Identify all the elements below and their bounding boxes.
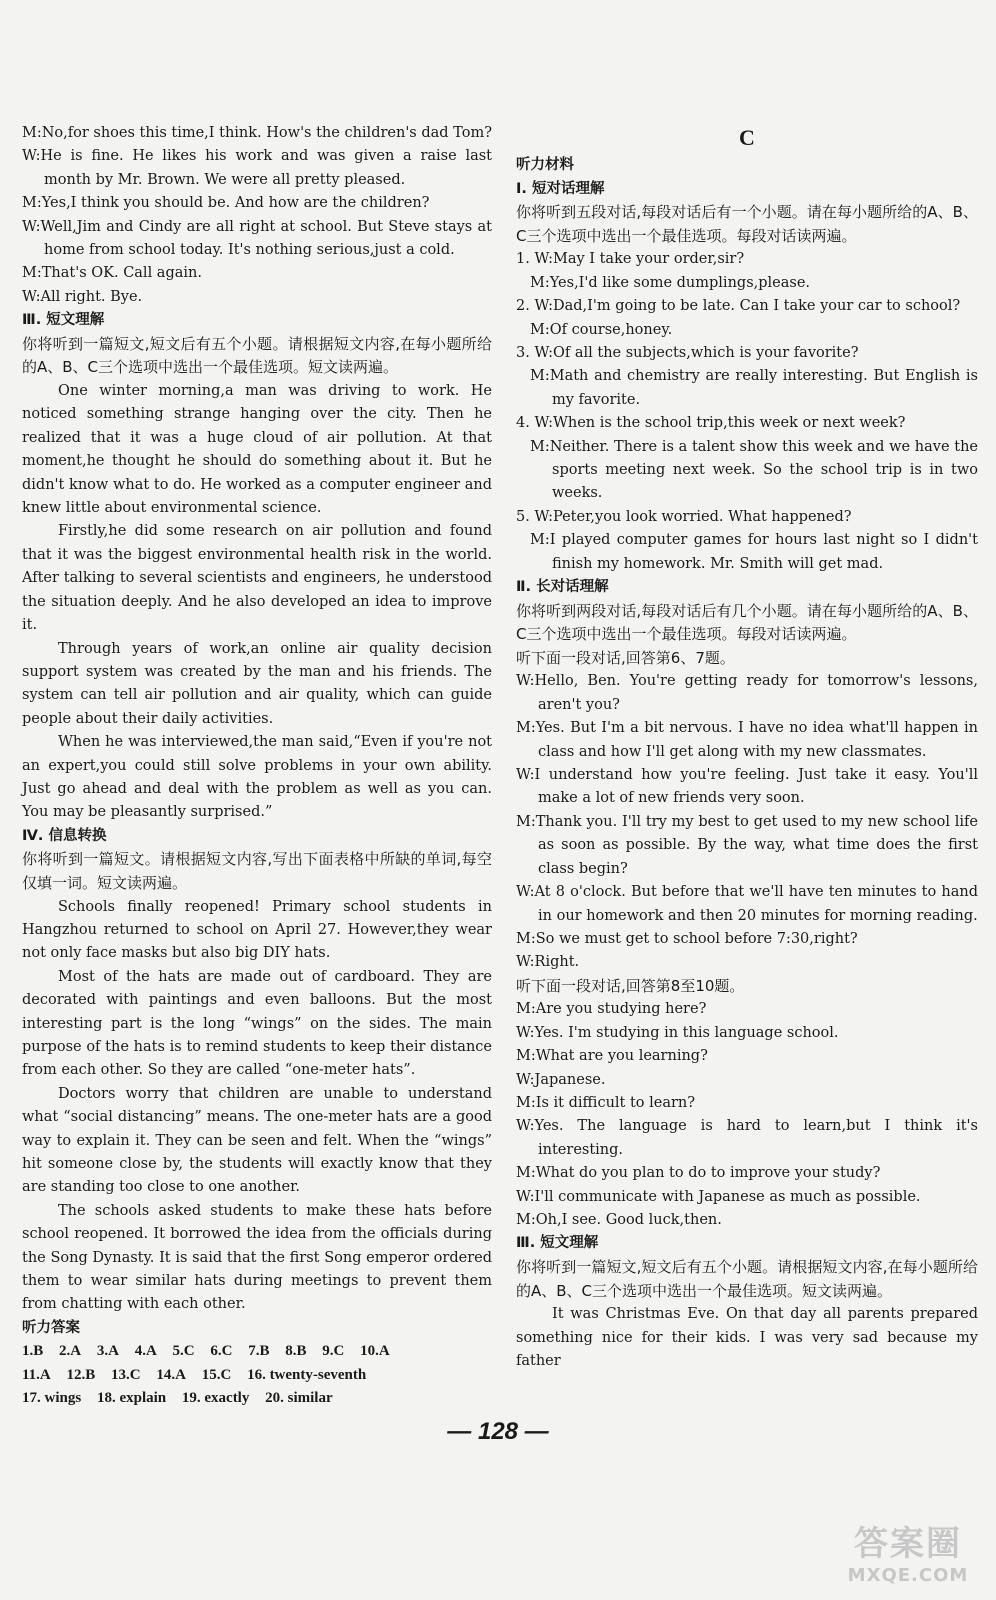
dialog-line: M:Thank you. I'll try my best to get used to my new school life as soon as possible. By the way, what time does the first class begin? bbox=[516, 813, 978, 877]
answer-item: 13.C bbox=[111, 1366, 141, 1383]
watermark-url: MXQE.COM bbox=[847, 1565, 969, 1586]
passage-paragraph: Firstly,he did some research on air pollution and found that it was the biggest environmental health risk in the world. After talking to several scientists and engineers, he understood the situation deeply. And he also developed an idea to improve it. bbox=[22, 523, 492, 634]
dialog-line: W:All right. Bye. bbox=[22, 288, 143, 305]
dialog-line: W:At 8 o'clock. But before that we'll have ten minutes to hand in our homework and then 20 minutes for morning reading. bbox=[516, 884, 978, 924]
answer-item: 9.C bbox=[322, 1343, 345, 1360]
passage-paragraph: Most of the hats are made out of cardboard. They are decorated with paintings and even balloons. But the most interesting part is the long “wings” on the sides. The main purpose of the hats is to remind students to keep their distance from each other. So they are called “one-meter hats”. bbox=[22, 968, 492, 1079]
dialog-line: M:Yes,I think you should be. And how are the children? bbox=[22, 195, 430, 212]
passage-paragraph: Schools finally reopened! Primary school students in Hangzhou returned to school on April 27. However,they wear not only face masks but also big DIY hats. bbox=[22, 898, 492, 962]
dialog-question: 2. W:Dad,I'm going to be late. Can I take your car to school? bbox=[516, 298, 961, 315]
answer-key bbox=[22, 1340, 492, 1410]
material-heading: 听力材料 bbox=[516, 157, 574, 173]
section-heading: Ⅳ. 信息转换 bbox=[22, 827, 107, 844]
section-instructions: 你将听到五段对话,每段对话后有一个小题。请在每小题所给的A、B、C三个选项中选出一个最佳选项。每段对话读两遍。 bbox=[516, 203, 978, 245]
answer-item: 11.A bbox=[22, 1366, 51, 1383]
answer-item: 17. wings bbox=[22, 1390, 82, 1407]
answers-heading: 听力答案 bbox=[22, 1319, 80, 1336]
dialog-intro: 听下面一段对话,回答第8至10题。 bbox=[516, 976, 745, 995]
dialog-reply: M:Math and chemistry are really interesting. But English is my favorite. bbox=[530, 368, 978, 408]
dialog-line: W:Japanese. bbox=[516, 1071, 606, 1088]
answer-item: 5.C bbox=[172, 1343, 195, 1360]
left-column bbox=[22, 122, 492, 1411]
answer-row bbox=[22, 1387, 492, 1410]
answer-item: 7.B bbox=[248, 1343, 270, 1360]
long-dialog-2 bbox=[516, 998, 978, 1232]
dialog-reply: M:Of course,honey. bbox=[530, 321, 673, 338]
answer-item: 16. twenty-seventh bbox=[247, 1366, 367, 1383]
section-instructions: 你将听到两段对话,每段对话后有几个小题。请在每小题所给的A、B、C三个选项中选出一个最佳选项。每段对话读两遍。 bbox=[516, 601, 978, 644]
right-column bbox=[516, 122, 978, 1373]
dialog-line: M:What do you plan to do to improve your study? bbox=[516, 1165, 881, 1182]
dialog-question: 5. W:Peter,you look worried. What happened? bbox=[516, 508, 852, 525]
section-heading: Ⅱ. 长对话理解 bbox=[516, 579, 609, 596]
passage-paragraph: The schools asked students to make these hats before school reopened. It borrowed the idea from the officials during the Song Dynasty. It is said that the first Song emperor ordered them to wear similar hats during meetings to prevent them from chatting with each other. bbox=[22, 1202, 492, 1313]
dialog-line: W:I'll communicate with Japanese as much as possible. bbox=[516, 1188, 921, 1205]
answer-row bbox=[22, 1340, 492, 1363]
dialog-end bbox=[22, 122, 492, 309]
dialog-line: W:I understand how you're feeling. Just take it easy. You'll make a lot of new friends very soon. bbox=[516, 767, 978, 807]
dialog-line: W:Yes. The language is hard to learn,but I think it's interesting. bbox=[516, 1118, 978, 1158]
answer-item: 20. similar bbox=[265, 1390, 333, 1407]
answer-item: 2.A bbox=[59, 1343, 82, 1360]
dialog-line: M:Oh,I see. Good luck,then. bbox=[516, 1211, 722, 1228]
answer-item: 14.A bbox=[156, 1366, 186, 1383]
short-dialogs bbox=[516, 248, 978, 576]
dialog-question: 3. W:Of all the subjects,which is your favorite? bbox=[516, 345, 859, 361]
dialog-line: M:Are you studying here? bbox=[516, 1001, 707, 1018]
answer-item: 1.B bbox=[22, 1343, 44, 1360]
dialog-line: M:Is it difficult to learn? bbox=[516, 1094, 696, 1111]
answer-item: 4.A bbox=[134, 1343, 157, 1360]
watermark-logo bbox=[838, 1516, 978, 1586]
section-heading: Ⅰ. 短对话理解 bbox=[516, 180, 605, 197]
dialog-line: M:What are you learning? bbox=[516, 1048, 708, 1065]
answer-row bbox=[22, 1364, 492, 1387]
passage-paragraph: Doctors worry that children are unable to understand what “social distancing” means. The one-meter hats are a good way to explain it. They can be seen and felt. When the “wings” hit someone close by, the students will exactly know that they are standing too close to one another. bbox=[22, 1085, 492, 1196]
dialog-line: W:Well,Jim and Cindy are all right at school. But Steve stays at home from school today. It's nothing serious,just a cold. bbox=[22, 218, 492, 259]
answer-item: 19. exactly bbox=[181, 1390, 250, 1407]
answer-item: 12.B bbox=[66, 1366, 96, 1383]
section-instructions: 你将听到一篇短文,短文后有五个小题。请根据短文内容,在每小题所给的A、B、C三个选项中选出一个最佳选项。短文读两遍。 bbox=[516, 1257, 978, 1300]
answer-item: 18. explain bbox=[96, 1390, 167, 1407]
dialog-line: M:That's OK. Call again. bbox=[22, 265, 202, 282]
dialog-line: W:He is fine. He likes his work and was given a raise last month by Mr. Brown. We were all pretty pleased. bbox=[22, 148, 492, 188]
passage-paragraph: It was Christmas Eve. On that day all parents prepared something nice for their kids. I was very sad because my father bbox=[516, 1306, 978, 1369]
answer-item: 8.B bbox=[285, 1343, 307, 1360]
dialog-line: M:Yes. But I'm a bit nervous. I have no idea what'll happen in class and how I'll get along with my new classmates. bbox=[516, 720, 978, 760]
answer-item: 15.C bbox=[201, 1366, 232, 1383]
watermark-text: 答案圈 bbox=[854, 1524, 962, 1564]
dialog-reply: M:I played computer games for hours last night so I didn't finish my homework. Mr. Smith will get mad. bbox=[530, 532, 978, 572]
section-instructions: 你将听到一篇短文。请根据短文内容,写出下面表格中所缺的单词,每空仅填一词。短文读两遍。 bbox=[22, 850, 492, 892]
dialog-line: M:So we must get to school before 7:30,right? bbox=[516, 930, 858, 947]
passage-paragraph: Through years of work,an online air quality decision support system was created by the man and his friends. The system can tell air pollution and air quality, which can guide people about their daily activities. bbox=[22, 640, 492, 727]
dialog-reply: M:Yes,I'd like some dumplings,please. bbox=[530, 274, 811, 291]
passage-paragraph: One winter morning,a man was driving to work. He noticed something strange hanging over the city. Then he realized that it was a huge cloud of air pollution. At that moment,he thought he should do something about it. But he didn't know what to do. He worked as a computer engineer and knew little about environmental science. bbox=[22, 383, 492, 517]
section-heading: Ⅲ. 短文理解 bbox=[516, 1235, 599, 1252]
answer-item: 6.C bbox=[210, 1343, 233, 1360]
section-letter: C bbox=[739, 125, 755, 150]
dialog-intro: 听下面一段对话,回答第6、7题。 bbox=[516, 648, 735, 667]
dialog-line: M:No,for shoes this time,I think. How's the children's dad Tom? bbox=[22, 125, 492, 141]
dialog-reply: M:Neither. There is a talent show this week and we have the sports meeting next week. So the school trip is in two weeks. bbox=[530, 438, 978, 502]
long-dialog-1 bbox=[516, 670, 978, 974]
passage-paragraph: When he was interviewed,the man said,“Even if you're not an expert,you could still solve problems in your own ability. Just go ahead and deal with the problem as well as you can. You may be pleasantly surprised.” bbox=[22, 734, 492, 821]
answer-item: 3.A bbox=[96, 1343, 119, 1360]
section-heading: Ⅲ. 短文理解 bbox=[22, 312, 105, 329]
dialog-line: W:Right. bbox=[516, 954, 580, 971]
dialog-question: 1. W:May I take your order,sir? bbox=[516, 251, 745, 268]
dialog-line: W:Yes. I'm studying in this language school. bbox=[516, 1024, 839, 1041]
page-number: — 128 — bbox=[447, 1418, 549, 1445]
answer-item: 10.A bbox=[360, 1343, 390, 1360]
dialog-question: 4. W:When is the school trip,this week or next week? bbox=[516, 415, 906, 432]
section-instructions: 你将听到一篇短文,短文后有五个小题。请根据短文内容,在每小题所给的A、B、C三个选项中选出一个最佳选项。短文读两遍。 bbox=[22, 334, 492, 377]
dialog-line: W:Hello, Ben. You're getting ready for tomorrow's lessons, aren't you? bbox=[516, 673, 978, 713]
